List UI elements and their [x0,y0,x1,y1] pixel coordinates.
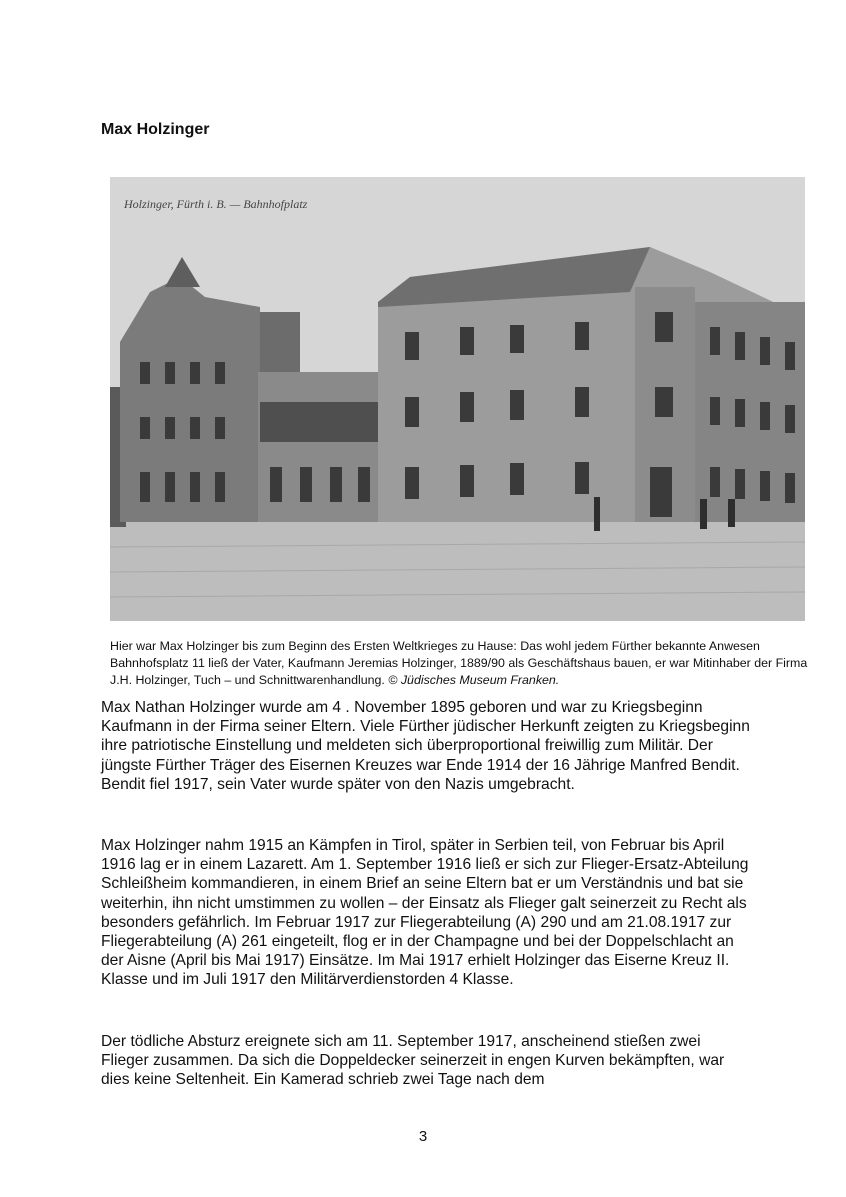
building-photo-illustration [110,177,805,621]
image-caption [110,638,810,689]
paragraph-3: Der tödliche Absturz ereignete sich am 11. September 1917, anscheinend stießen zwei Flieger zusammen. Da sich die Doppeldecker seinerzeit in engen Kurven bekämpften, war dies keine Seltenheit. Ein Kamerad schrieb zwei Tage nach dem [101,1033,725,1089]
page-number: 3 [418,1128,428,1145]
photo-handwritten-caption: Holzinger, Fürth i. B. — Bahnhofplatz [124,197,308,211]
paragraph-1: Max Nathan Holzinger wurde am 4 . November 1895 geboren und war zu Kriegsbeginn Kaufmann in der Firma seiner Eltern. Viele Fürther jüdischer Herkunft zeigten zu Kriegsbeginn ihre patriotische Einstellung und meldeten sich überproportional freiwillig zum Militär. Der jüngste Fürther Träger des Eisernen Kreuzes war Ende 1914 der 16 Jährige Manfred Bendit. Bendit fiel 1917, sein Vater wurde später von den Nazis umgebracht. [101,699,750,793]
caption-text: Hier war Max Holzinger bis zum Beginn des Ersten Weltkrieges zu Hause: Das wohl jedem Fürther bekannte Anwesen Bahnhofsplatz 11 ließ der Vater, Kaufmann Jeremias Holzinger, 1889/90 als Geschäftshaus bauen, er war Mitinhaber der Firma J.H. Holzinger, Tuch – und Schnittwarenhandlung. [110,639,808,687]
building-photo [110,177,805,621]
page-title: Max Holzinger [101,121,210,138]
paragraph-2: Max Holzinger nahm 1915 an Kämpfen in Tirol, später in Serbien teil, von Februar bis April 1916 lag er in einem Lazarett. Am 1. September 1916 ließ er sich zur Flieger-Ersatz-Abteilung Schleißheim kommandieren, in einem Brief an seine Eltern bat er um Verständnis und bat sie weiterhin, ihn nicht umstimmen zu wollen – der Einsatz als Flieger galt seinerzeit zu Recht als besonders gefährlich. Im Februar 1917 zur Fliegerabteilung (A) 290 und am 21.08.1917 zur Fliegerabteilung (A) 261 eingeteilt, flog er in der Champagne und bei der Doppelschlacht an der Aisne (April bis Mai 1917) Einsätze. Im Mai 1917 erhielt Holzinger das Eiserne Kreuz II. Klasse und im Juli 1917 den Militärverdienstorden 4 Klasse. [101,837,749,989]
caption-credit: © Jüdisches Museum Franken. [388,673,560,687]
